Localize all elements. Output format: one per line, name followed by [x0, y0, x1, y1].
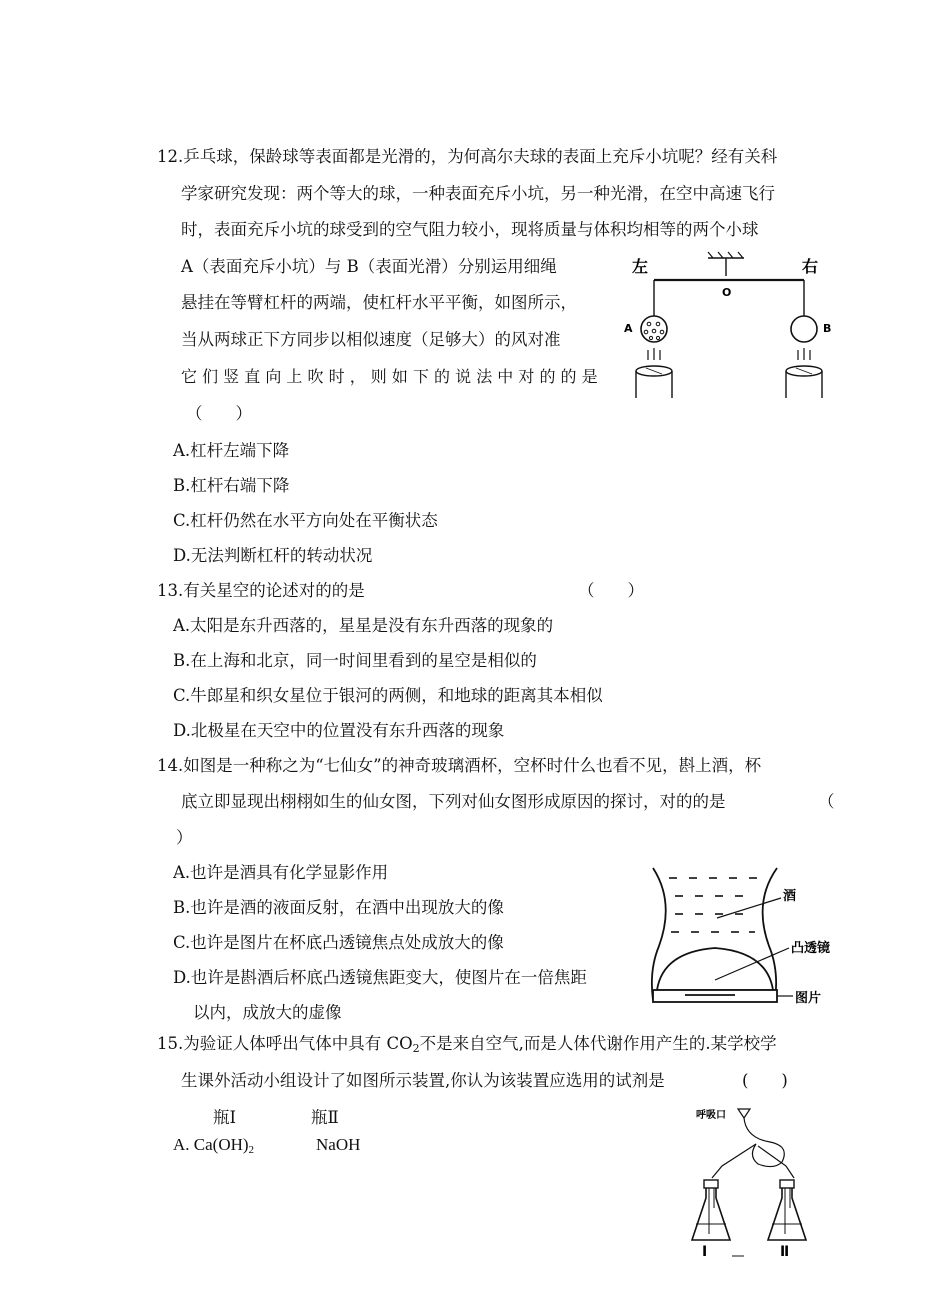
bottle-2-label: Ⅱ: [780, 1244, 790, 1260]
q15-header-bottle-2: 瓶Ⅱ: [311, 1108, 339, 1127]
q14-line-1: 14.如图是一种称之为“七仙女”的神奇玻璃酒杯，空杯时什么也看不见，斟上酒，杯: [157, 756, 762, 775]
q15-option-a-subscript: 2: [248, 1144, 255, 1156]
q15-co2-subscript: 2: [412, 1042, 420, 1055]
lever-pivot-label: O: [722, 286, 732, 299]
lens-label: 凸透镜: [791, 941, 831, 956]
ball-b-label: B: [823, 322, 832, 335]
q14-paren-open: （: [818, 792, 835, 811]
q12-line-2: 学家研究发现：两个等大的球，一种表面充斥小坑，另一种光滑，在空中高速飞行: [181, 184, 775, 203]
q14-option-a: A.也许是酒具有化学显影作用: [173, 863, 389, 882]
bottle-1-label: Ⅰ: [702, 1244, 708, 1260]
q13-answer-blank: （ ）: [578, 581, 644, 600]
q14-line-2: 底立即显现出栩栩如生的仙女图，下列对仙女图形成原因的探讨，对的的是: [181, 792, 726, 811]
ball-b-smooth: [791, 316, 817, 342]
q15-line-1-pre: 15.为验证人体呼出气体中具有 CO: [157, 1034, 413, 1053]
q12-line-5: 悬挂在等臂杠杆的两端，使杠杆水平平衡，如图所示，: [181, 293, 577, 312]
q12-line-1: 12.乒乓球，保龄球等表面都是光滑的，为何高尔夫球的表面上充斥小坑呢？经有关科: [157, 147, 778, 166]
q14-paren-close: ）: [176, 828, 193, 847]
picture-label: 图片: [795, 991, 822, 1006]
q15-answer-blank: ( ): [742, 1071, 788, 1090]
q12-line-6: 当从两球正下方同步以相似速度（足够大）的风对准: [181, 330, 561, 349]
q13-option-c: C.牛郎星和织女星位于银河的两侧，和地球的距离其本相似: [173, 686, 603, 705]
q12-option-a: A.杠杆左端下降: [173, 441, 290, 460]
mouthpiece-label: 呼吸口: [696, 1110, 726, 1121]
q13-option-a: A.太阳是东升西落的，星星是没有东升西落的现象的: [173, 616, 554, 635]
q12-answer-blank: （ ）: [186, 404, 252, 423]
q12-option-c: C.杠杆仍然在水平方向处在平衡状态: [173, 511, 438, 530]
q12-option-b: B.杠杆右端下降: [173, 476, 290, 495]
ball-a-label: A: [624, 322, 633, 335]
q12-line-4: A（表面充斥小坑）与 B（表面光滑）分别运用细绳: [181, 257, 557, 276]
lever-figure: [620, 250, 840, 400]
q15-line-2: 生课外活动小组设计了如图所示装置,你认为该装置应选用的试剂是: [181, 1071, 665, 1090]
q15-option-a-reagent-1: A. Ca(OH): [173, 1135, 249, 1154]
q12-option-d: D.无法判断杠杆的转动状况: [173, 546, 373, 565]
lever-right-label: 右: [802, 257, 819, 276]
wine-label: 酒: [783, 889, 797, 904]
q15-line-1: [157, 1033, 777, 1055]
q15-line-1-post: 不是来自空气,而是人体代谢作用产生的.某学校学: [419, 1034, 777, 1053]
q14-option-c: C.也许是图片在杯底凸透镜焦点处成放大的像: [173, 933, 504, 952]
flask-apparatus-figure: [686, 1104, 836, 1264]
wine-glass-figure: [645, 862, 845, 1012]
q13-stem: 13.有关星空的论述对的的是: [157, 581, 365, 600]
q12-line-3: 时，表面充斥小坑的球受到的空气阻力较小，现将质量与体积均相等的两个小球: [181, 220, 759, 239]
q12-line-7: 它 们 竖 直 向 上 吹 时 ， 则 如 下 的 说 法 中 对 的 的 是: [181, 367, 598, 386]
q15-header-bottle-1: 瓶Ⅰ: [213, 1108, 237, 1127]
q14-option-d-cont: 以内，成放大的虚像: [193, 1003, 342, 1022]
q13-option-d: D.北极星在天空中的位置没有东升西落的现象: [173, 721, 505, 740]
lever-left-label: 左: [632, 257, 649, 276]
q15-option-a-reagent-2: NaOH: [316, 1135, 361, 1154]
q15-option-a: [173, 1134, 254, 1156]
q14-option-d: D.也许是斟酒后杯底凸透镜焦距变大，使图片在一倍焦距: [173, 968, 587, 987]
q13-option-b: B.在上海和北京，同一时间里看到的星空是相似的: [173, 651, 537, 670]
q14-option-b: B.也许是酒的液面反射，在酒中出现放大的像: [173, 898, 504, 917]
